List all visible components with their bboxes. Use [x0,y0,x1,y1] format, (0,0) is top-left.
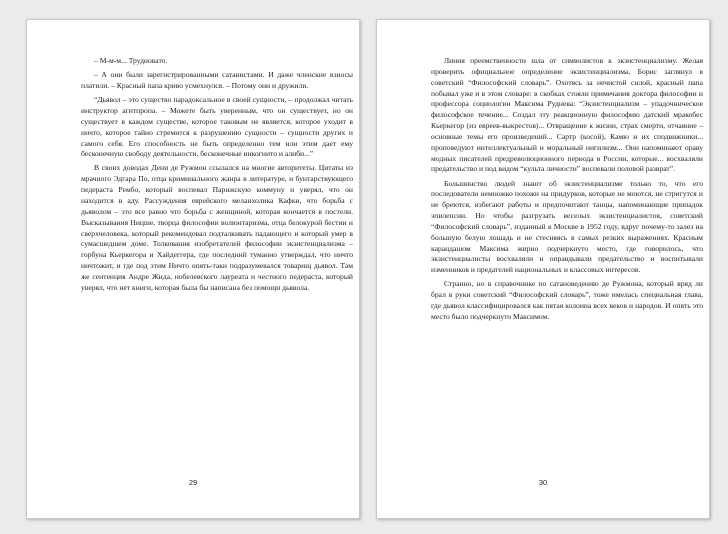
paragraph: – М-м-м... Трудновато. [94,56,168,65]
paragraph: Большинство людей знают об экзистенциализме только то, что его последователи немножко похожи на придурков, которые не моются, не стригутся и не бреются, избегают работы и предпочитают танцы, напоминающие припадок эпилепсии. Но чтобы разгрузать веселых экзистенциалистов, советский “Философский словарь”, изданный в Москве в 1952 году, вдруг почему-то залез на большую белую лошадь и не стесняясь в самых резких выражениях. Красным карандашом Максима жирно подчеркнуто место, где говорилось, что экзистенциалисты восхваляли и оправдывали предательство и воспитывали изменников и предателей национальных и классовых интересов. [431,178,703,275]
page-left-text [81,56,353,297]
page-number: 29 [188,478,198,487]
paragraph: В своих доводах Дени де Ружмон ссылался на многие авторитеты. Цитаты из мрачного Эдгара По, отца криминального жанра в литературе, и бунтарствующего педераста Рембо, который воспевал Парижскую коммуну и уверял, что он находится в аду. Рассуждения еврейского меланхолика Кафки, что борьба с дьяволом – это все равно что борьба с женщиной, которая кончается в постели. Высказывания Ницше, творца философии волюнтаризма, отца белокурой бестии и сверхчеловека, который рекомендовал подталкивать падающего и который умер в сумасшедшем доме. Толкования изобретателей философии экзистенциализма – горбуна Кьеркегора и Хайдеггера, где последний туманно утверждал, что ничто ничтожит, и где под этим Ничто опять-таки подразумевался товарищ дьявол. Там же сентенция Андре Жида, нобелевского лауреата и честного педераста, который уверял, что нет книги, которая была бы написана без помощи дьявола. [81,163,353,292]
paragraph: “Дьявол – это существо парадоксальное в своей сущности, – продолжал читать инструктор агитпропа. – Можете быть уверенным, что он существует, но он существует в каждом существе, которое таковым не является, которое уходит в ничто, которое тайно стремится к разрушению сущности – сущности других и самого себя. Его способность не быть определенно тем или этим дает ему бесконечную свободу деятельности, бесконечные инкогнито и алиби...” [81,95,353,159]
page-right [376,19,710,519]
page-right-text [431,56,703,326]
paragraph: Линия преемственности шла от символистов к экзистенциализму. Желая проверить официальное определение экзистенциализма, Борис заглянул в советский “Философский словарь”. Охотясь за нечистой силой, красный папа побывал уже и в этом словаре: в скобках стояли примечания доктора философии и профессора социологии Максима Руднева: “Экзистенциализм – упадочническое философское течение... Создал эту реакционную философию датский мракобес Кьеркегор (из евреев-выкрестов)... Отвращение к жизни, страх смерти, отчаяние – основные темы его произведений... Сартр (косой), Камю и их сподвижники... проповедуют интеллектуальный и моральный нигилизм... Они напоминают ораву модных писателей предреволюционного периода в России, которые... восхваляли предательство и под видом “культа личности” воспевали половой разврат”. [431,56,703,174]
paragraph: – А они были зарегистрированными сатанистами. И даже членские взносы платили. – Красный папа криво усмехнулся. – Потому они и дружили. [81,70,353,90]
paragraph: Странно, но в справочнике по сатановедению де Ружмона, который вряд ли брал в руки советский “Философский словарь”, тоже имелась специальная глава, где дьявол классифицировался как пятая колонна всех веков и народов. И опять это место было подчеркнуто Максимом. [431,279,703,321]
page-number: 30 [538,478,548,487]
page-left [26,19,360,519]
